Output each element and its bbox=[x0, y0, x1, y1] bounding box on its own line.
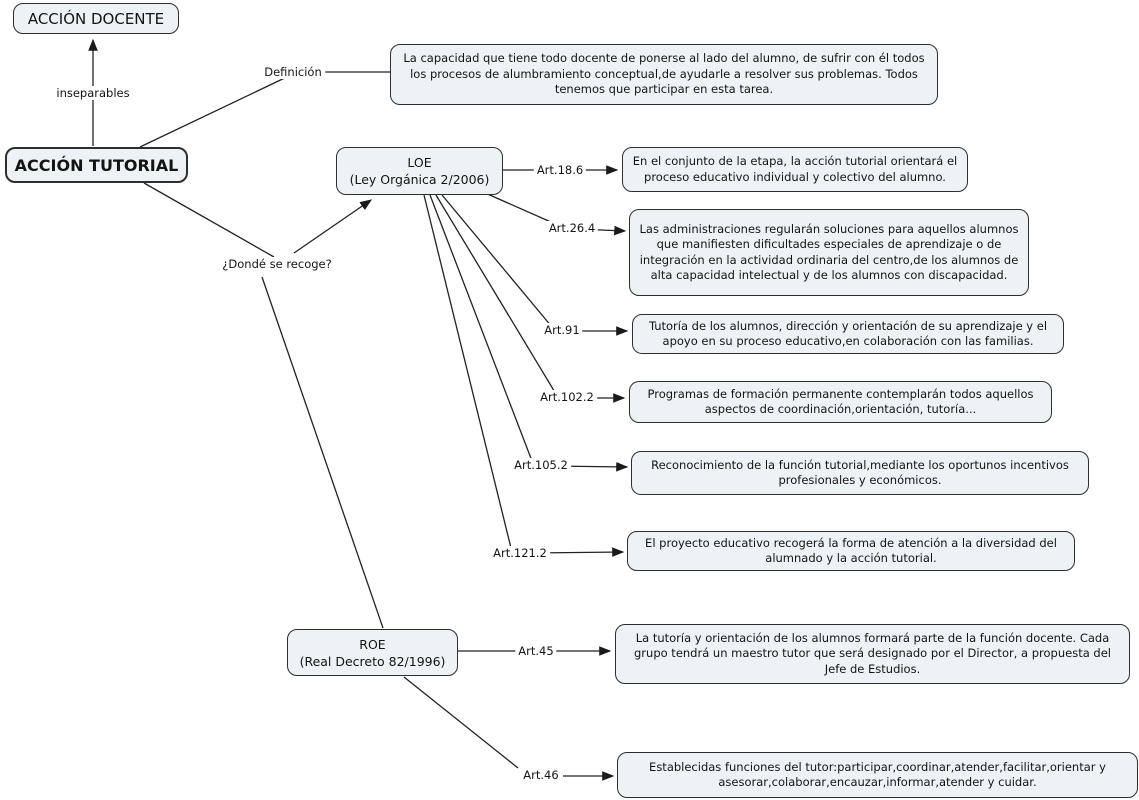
node-art-102-2-text: Programas de formación permanente contemplarán todos aquellos aspectos de coordinación,orientación, tutoría... bbox=[647, 386, 1034, 416]
node-definicion[interactable] bbox=[390, 44, 938, 105]
link-label-art-46[interactable]: Art.46 bbox=[520, 768, 561, 782]
link-label-art-91[interactable]: Art.91 bbox=[541, 323, 582, 337]
node-art-105-2-text: Reconocimiento de la función tutorial,mediante los oportunos incentivos profesionales y económicos. bbox=[651, 457, 1069, 487]
node-roe-title: ROE bbox=[359, 636, 386, 652]
node-accion-docente-label: ACCIÓN DOCENTE bbox=[27, 9, 165, 28]
connector-definicion bbox=[140, 72, 390, 147]
node-art-18-6-text: En el conjunto de la etapa, la acción tutorial orientará el proceso educativo individual y colectivo del alumno. bbox=[632, 154, 958, 184]
link-label-donde-se-recoge[interactable]: ¿Dondé se recoge? bbox=[219, 257, 334, 271]
link-label-art-45[interactable]: Art.45 bbox=[515, 644, 556, 658]
connector-art-121-2 bbox=[424, 195, 623, 553]
node-roe[interactable] bbox=[287, 629, 458, 676]
node-accion-tutorial-label: ACCIÓN TUTORIAL bbox=[14, 155, 179, 175]
node-art-105-2[interactable] bbox=[631, 451, 1089, 495]
node-art-121-2[interactable] bbox=[627, 531, 1075, 571]
node-art-121-2-text: El proyecto educativo recogerá la forma de atención a la diversidad del alumnado y la acción tutorial. bbox=[645, 535, 1057, 565]
node-accion-tutorial[interactable] bbox=[5, 147, 188, 183]
node-accion-docente[interactable] bbox=[13, 3, 179, 34]
node-art-102-2[interactable] bbox=[629, 381, 1052, 423]
connector-art-46 bbox=[404, 677, 613, 776]
node-art-91-text: Tutoría de los alumnos, dirección y orientación de su aprendizaje y el apoyo en su proceso educativo,en colaboración con las familias. bbox=[648, 318, 1048, 348]
link-label-art-121-2[interactable]: Art.121.2 bbox=[490, 546, 550, 560]
node-roe-subtitle: (Real Decreto 82/1996) bbox=[299, 653, 446, 669]
node-art-26-4[interactable] bbox=[629, 209, 1029, 296]
link-label-art-18-6[interactable]: Art.18.6 bbox=[534, 163, 586, 177]
node-art-45-text: La tutoría y orientación de los alumnos formará parte de la función docente. Cada grupo tendrá un maestro tutor que será designado por el Director, a propuesta del Jefe de Estudios. bbox=[634, 630, 1111, 676]
node-art-46[interactable] bbox=[617, 752, 1138, 798]
link-label-art-105-2[interactable]: Art.105.2 bbox=[511, 458, 571, 472]
link-label-art-102-2[interactable]: Art.102.2 bbox=[537, 390, 597, 404]
node-art-91[interactable] bbox=[632, 314, 1064, 354]
connector-donde-se-recoge bbox=[144, 183, 383, 628]
link-label-inseparables[interactable]: inseparables bbox=[53, 86, 132, 100]
link-label-art-26-4[interactable]: Art.26.4 bbox=[546, 221, 598, 235]
node-art-26-4-text: Las administraciones regularán soluciones para aquellos alumnos que manifiesten dificultades especiales de aprendizaje o de integración en la actividad ordinaria del centro,de los alumnos de alta capacidad intelectual y de los alumnos con discapacidad. bbox=[639, 221, 1019, 282]
node-art-18-6[interactable] bbox=[622, 147, 968, 192]
node-loe-subtitle: (Ley Orgánica 2/2006) bbox=[349, 172, 490, 187]
node-art-45[interactable] bbox=[615, 624, 1130, 684]
node-loe-title: LOE bbox=[407, 155, 432, 170]
node-definicion-text: La capacidad que tiene todo docente de ponerse al lado del alumno, de sufrir con él todos los procesos de alumbramiento conceptual,de ayudarle a resolver sus problemas. Todos tenemos que participar en esta tarea. bbox=[403, 51, 925, 97]
node-loe[interactable] bbox=[336, 147, 503, 195]
node-art-46-text: Establecidas funciones del tutor:participar,coordinar,atender,facilitar,orientar y asesorar,colaborar,encauzar,informar,atender y cuidar. bbox=[649, 759, 1106, 789]
link-label-definicion[interactable]: Definición bbox=[261, 65, 325, 79]
